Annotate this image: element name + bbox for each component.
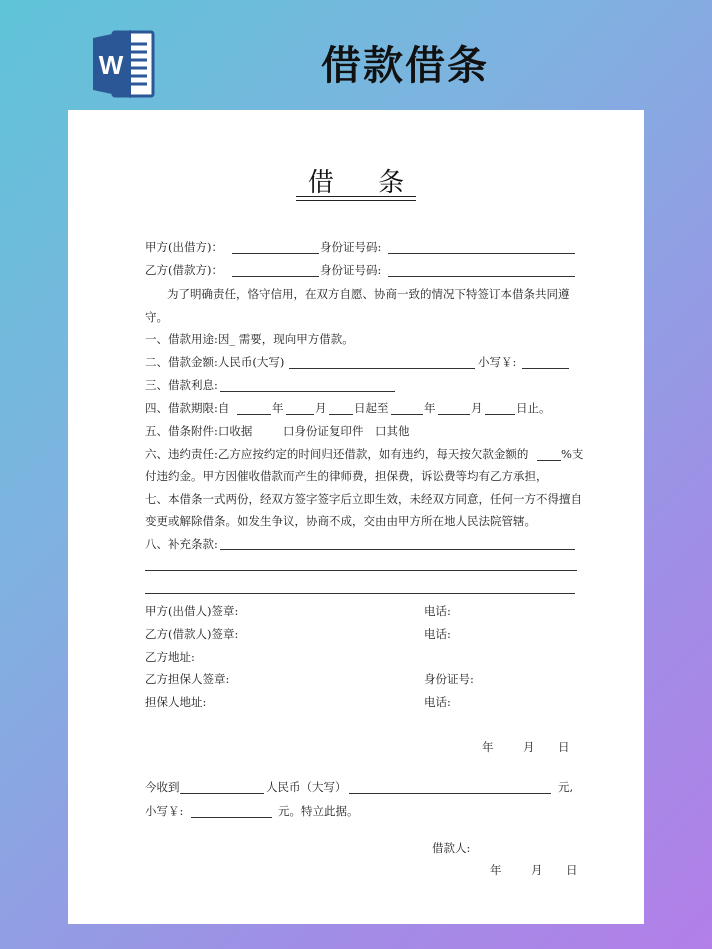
lender-id-label: 身份证号码: <box>320 240 382 254</box>
clause-2: 二、借款金额:人民币(大写) <box>145 355 285 369</box>
clause-4: 四、借款期限:自 <box>145 401 230 415</box>
amount-words-line[interactable] <box>289 368 475 369</box>
term-end-month[interactable] <box>438 414 470 415</box>
date-month-label: 月 <box>523 740 535 754</box>
receipt-figures-line[interactable] <box>191 817 272 818</box>
svg-text:W: W <box>98 50 124 80</box>
borrower-address-label: 乙方地址: <box>145 650 195 664</box>
clause-5-receipt[interactable]: 五、借条附件:口收据 <box>145 424 253 438</box>
supplementary-line-1[interactable] <box>220 549 575 550</box>
intro-text-cont: 守。 <box>145 310 168 324</box>
borrower-id-label: 身份证号码: <box>320 263 382 277</box>
receipt-yuan-label: 元, <box>558 780 574 794</box>
clause-6-cont: 付违约金。甲方因催收借款而产生的律师费，担保费，诉讼费等均有乙方承担， <box>145 469 548 483</box>
word-document-icon <box>93 28 155 100</box>
term-start-day[interactable] <box>329 414 353 415</box>
guarantor-id-label: 身份证号: <box>424 672 474 686</box>
term-end-day[interactable] <box>485 414 515 415</box>
borrower-id-line[interactable] <box>388 276 575 277</box>
title-underline <box>296 196 416 197</box>
clause-8: 八、补充条款: <box>145 537 218 551</box>
amount-figures-line[interactable] <box>522 368 569 369</box>
clause-3: 三、借款利息: <box>145 378 218 392</box>
supplementary-line-2[interactable] <box>145 570 577 571</box>
guarantor-signature-label: 乙方担保人签章: <box>145 672 230 686</box>
borrower-phone-label: 电话: <box>424 627 451 641</box>
interest-line[interactable] <box>220 391 395 392</box>
clause-2-small: 小写￥: <box>478 355 517 369</box>
clause-7-cont: 变更或解除借条。如发生争议，协商不成，交由由甲方所在地人民法院管辖。 <box>145 514 536 528</box>
receipt-borrower-label: 借款人: <box>432 841 471 855</box>
receipt-amount-words-label: 人民币（大写） <box>266 780 347 794</box>
receipt-figures-label: 小写￥: <box>145 804 184 818</box>
receipt-received-label: 今收到 <box>145 780 180 794</box>
document-page <box>68 110 644 924</box>
day-from-label: 日起至 <box>354 401 389 415</box>
month-label: 月 <box>315 401 327 415</box>
day-end-label: 日止。 <box>516 401 551 415</box>
year-label-2: 年 <box>424 401 436 415</box>
receipt-from-line[interactable] <box>180 793 264 794</box>
document-title: 借 条 <box>307 168 423 198</box>
lender-name-line[interactable] <box>232 253 319 254</box>
borrower-signature-label: 乙方(借款人)签章: <box>145 627 239 641</box>
receipt-amount-words-line[interactable] <box>349 793 551 794</box>
lender-phone-label: 电话: <box>424 604 451 618</box>
lender-id-line[interactable] <box>388 253 575 254</box>
title-underline-2 <box>296 200 416 201</box>
receipt-month-label: 月 <box>531 863 543 877</box>
penalty-rate-line[interactable] <box>537 460 561 461</box>
clause-6: 六、违约责任:乙方应按约定的时间归还借款，如有违约，每天按欠款金额的 <box>145 447 529 461</box>
term-start-year[interactable] <box>237 414 271 415</box>
banner-title: 借款借条 <box>321 43 489 89</box>
guarantor-phone-label: 电话: <box>424 695 451 709</box>
guarantor-address-label: 担保人地址: <box>145 695 207 709</box>
term-start-month[interactable] <box>286 414 314 415</box>
receipt-closing-text: 元。特立此据。 <box>278 804 359 818</box>
date-day-label: 日 <box>558 740 570 754</box>
receipt-year-label: 年 <box>490 863 502 877</box>
year-label: 年 <box>272 401 284 415</box>
intro-text: 为了明确责任，恪守信用，在双方自愿、协商一致的情况下特签订本借条共同遵 <box>167 287 570 301</box>
lender-signature-label: 甲方(出借人)签章: <box>145 604 239 618</box>
borrower-name-line[interactable] <box>232 276 319 277</box>
supplementary-line-3[interactable] <box>145 593 575 594</box>
clause-6-percent: %支 <box>561 447 584 461</box>
term-end-year[interactable] <box>391 414 423 415</box>
date-year-label: 年 <box>482 740 494 754</box>
clause-1: 一、借款用途:因_ 需要，现向甲方借款。 <box>145 332 354 346</box>
lender-label: 甲方(出借方)： <box>145 240 223 254</box>
clause-5-id-copy[interactable]: 口身份证复印件 <box>283 424 364 438</box>
receipt-day-label: 日 <box>566 863 578 877</box>
borrower-label: 乙方(借款方)： <box>145 263 223 277</box>
month-label-2: 月 <box>471 401 483 415</box>
clause-5-other[interactable]: 口其他 <box>375 424 410 438</box>
clause-7: 七、本借条一式两份，经双方签字签字后立即生效，未经双方同意，任何一方不得擅自 <box>145 492 582 506</box>
